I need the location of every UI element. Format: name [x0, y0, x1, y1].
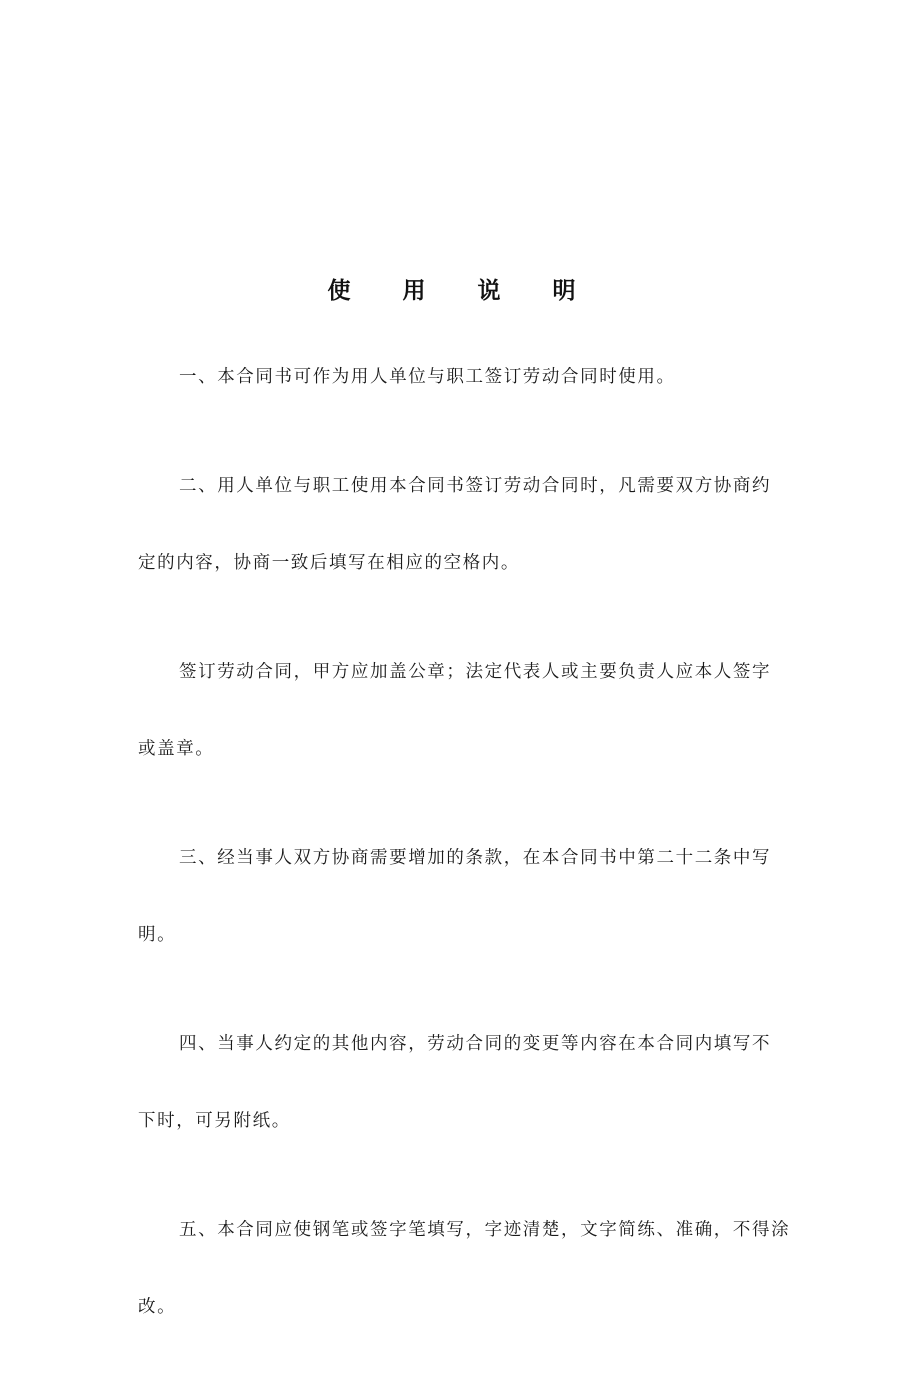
paragraph-line: 二、用人单位与职工使用本合同书签订劳动合同时，凡需要双方协商约 [179, 476, 772, 496]
paragraph-5 [138, 1025, 774, 1141]
paragraph-line: 定的内容，协商一致后填写在相应的空格内。 [138, 553, 520, 573]
title-char: 使 [327, 278, 353, 304]
paragraph-6 [138, 1211, 791, 1327]
paragraph-3 [138, 653, 774, 769]
instructions-body [138, 358, 791, 1397]
paragraph-1 [138, 358, 774, 397]
paragraph-line: 签订劳动合同，甲方应加盖公章；法定代表人或主要负责人应本人签字 [179, 662, 772, 682]
paragraph-line: 明。 [138, 925, 177, 945]
paragraph-line: 或盖章。 [138, 739, 215, 759]
title-char: 明 [552, 278, 578, 304]
paragraph-line: 一、本合同书可作为用人单位与职工签订劳动合同时使用。 [179, 367, 676, 387]
paragraph-line: 四、当事人约定的其他内容，劳动合同的变更等内容在本合同内填写不 [179, 1034, 772, 1054]
paragraph-line: 三、经当事人双方协商需要增加的条款，在本合同书中第二十二条中写 [179, 848, 772, 868]
paragraph-line: 改。 [138, 1297, 177, 1317]
paragraph-4 [138, 839, 774, 955]
paragraph-line: 下时，可另附纸。 [138, 1111, 291, 1131]
paragraph-line: 五、本合同应使钢笔或签字笔填写，字迹清楚，文字简练、准确，不得涂 [179, 1220, 791, 1240]
paragraph-2 [138, 467, 774, 583]
title-char: 说 [477, 278, 503, 304]
title-char: 用 [402, 278, 428, 304]
page-title [0, 272, 905, 305]
